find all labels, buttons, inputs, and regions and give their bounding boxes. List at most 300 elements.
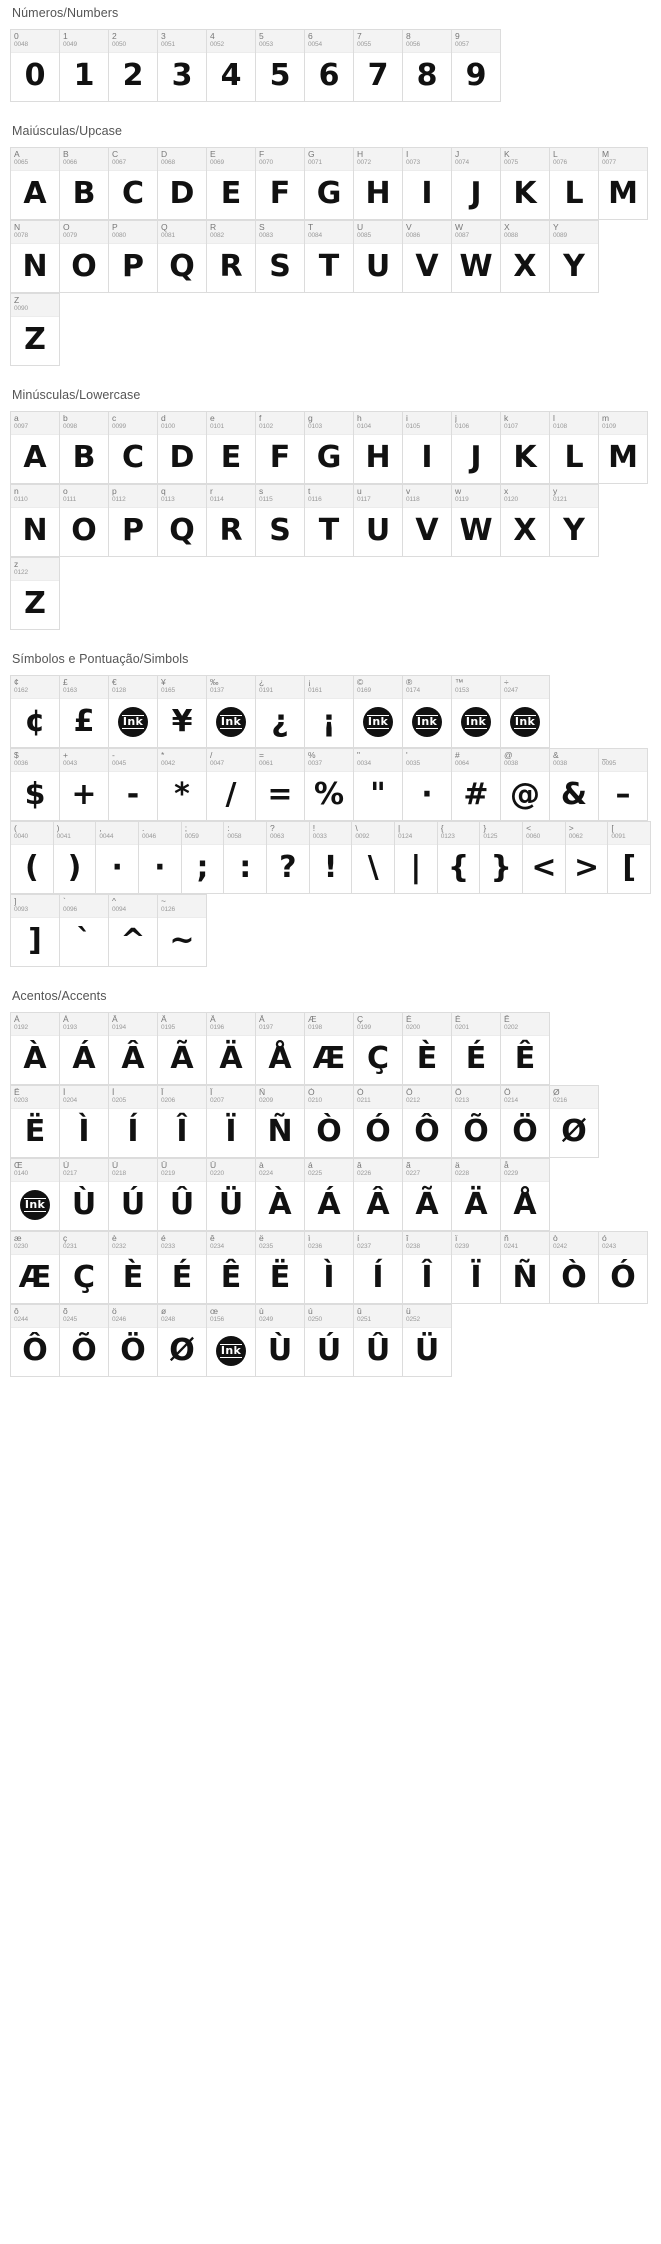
glyph-cell[interactable] xyxy=(11,1232,60,1304)
glyph-cell[interactable] xyxy=(452,1086,501,1158)
glyph-cell[interactable] xyxy=(305,1159,354,1231)
glyph-cell-header xyxy=(305,1305,353,1328)
glyph-cell[interactable] xyxy=(256,1159,305,1231)
glyph-char-label: õ xyxy=(63,1307,68,1316)
glyph-preview: Ï xyxy=(225,1114,237,1149)
glyph-cell[interactable] xyxy=(109,1305,158,1377)
glyph-cell[interactable] xyxy=(550,221,599,293)
glyph-cell[interactable] xyxy=(11,558,60,630)
glyph-char-label: í xyxy=(357,1234,360,1243)
glyph-cell-header xyxy=(452,749,500,772)
glyph-code-label: 0043 xyxy=(63,760,78,767)
glyph-code-label: 0153 xyxy=(455,687,470,694)
glyph-cell-header xyxy=(60,1013,108,1036)
section-title-accents: Acentos/Accents xyxy=(12,989,107,1003)
glyph-cell[interactable] xyxy=(354,30,403,102)
glyph-table-numbers xyxy=(10,29,651,102)
glyph-cell[interactable] xyxy=(599,1232,648,1304)
glyph-cell[interactable] xyxy=(60,221,109,293)
glyph-cell[interactable] xyxy=(158,30,207,102)
glyph-cell[interactable] xyxy=(60,30,109,102)
glyph-cell[interactable] xyxy=(224,822,267,894)
glyph-cell[interactable] xyxy=(501,1086,550,1158)
glyph-cell[interactable] xyxy=(60,412,109,484)
glyph-cell[interactable] xyxy=(403,30,452,102)
glyph-cell[interactable] xyxy=(109,895,158,967)
glyph-cell[interactable] xyxy=(158,1159,207,1231)
glyph-preview: Â xyxy=(121,1041,145,1076)
glyph-cell[interactable] xyxy=(256,485,305,557)
glyph-cell[interactable] xyxy=(566,822,609,894)
glyph-cell[interactable] xyxy=(60,676,109,748)
glyph-cell[interactable] xyxy=(54,822,97,894)
glyph-char-label: O xyxy=(63,223,70,232)
glyph-cell[interactable] xyxy=(305,221,354,293)
glyph-preview: Ø xyxy=(169,1333,195,1368)
glyph-cell[interactable] xyxy=(256,412,305,484)
glyph-char-label: 1 xyxy=(63,32,68,41)
glyph-cell[interactable] xyxy=(60,1232,109,1304)
glyph-cell[interactable] xyxy=(60,1159,109,1231)
glyph-cell-header xyxy=(256,676,304,699)
glyph-cell[interactable] xyxy=(354,1159,403,1231)
glyph-cell-header xyxy=(109,1159,157,1182)
glyph-cell[interactable] xyxy=(11,1013,60,1085)
glyph-cell[interactable] xyxy=(354,221,403,293)
glyph-cell[interactable] xyxy=(599,412,648,484)
glyph-cell[interactable] xyxy=(11,1305,60,1377)
glyph-cell[interactable] xyxy=(96,822,139,894)
glyph-cell[interactable] xyxy=(256,676,305,748)
glyph-cell-header xyxy=(452,1159,500,1182)
glyph-cell[interactable] xyxy=(158,1013,207,1085)
glyph-char-label: Q xyxy=(161,223,168,232)
glyph-cell[interactable] xyxy=(403,148,452,220)
glyph-cell-header xyxy=(11,1232,59,1255)
glyph-cell[interactable] xyxy=(11,895,60,967)
glyph-preview: Z xyxy=(24,586,46,621)
glyph-cell-header xyxy=(354,1305,402,1328)
glyph-cell[interactable] xyxy=(501,1232,550,1304)
glyph-code-label: 0063 xyxy=(270,833,285,840)
glyph-cell[interactable] xyxy=(452,1159,501,1231)
glyph-cell-header xyxy=(403,1232,451,1255)
glyph-cell[interactable] xyxy=(207,1013,256,1085)
glyph-cell[interactable] xyxy=(11,294,60,366)
glyph-cell-header xyxy=(207,30,255,53)
glyph-code-label: 0050 xyxy=(112,41,127,48)
glyph-cell[interactable] xyxy=(480,822,523,894)
glyph-cell[interactable] xyxy=(256,1013,305,1085)
glyph-cell[interactable] xyxy=(403,1159,452,1231)
glyph-cell[interactable] xyxy=(109,676,158,748)
glyph-preview: Å xyxy=(513,1187,537,1222)
glyph-code-label: 0238 xyxy=(406,1243,421,1250)
glyph-cell[interactable] xyxy=(109,412,158,484)
glyph-cell[interactable] xyxy=(310,822,353,894)
glyph-code-label: 0232 xyxy=(112,1243,127,1250)
glyph-cell[interactable] xyxy=(109,1159,158,1231)
glyph-cell-header xyxy=(608,822,650,845)
glyph-cell-header xyxy=(403,412,451,435)
glyph-cell[interactable] xyxy=(599,749,648,821)
glyph-cell[interactable] xyxy=(501,749,550,821)
glyph-cell[interactable] xyxy=(438,822,481,894)
glyph-cell[interactable] xyxy=(452,412,501,484)
glyph-preview: G xyxy=(316,440,342,475)
glyph-cell-header xyxy=(354,485,402,508)
glyph-code-label: 0090 xyxy=(14,305,29,312)
glyph-cell[interactable] xyxy=(11,412,60,484)
glyph-cell[interactable] xyxy=(60,749,109,821)
glyph-cell[interactable] xyxy=(550,1232,599,1304)
glyph-cell[interactable] xyxy=(60,1086,109,1158)
glyph-row xyxy=(10,1231,648,1304)
glyph-cell[interactable] xyxy=(109,749,158,821)
glyph-row xyxy=(10,147,648,220)
glyph-cell[interactable] xyxy=(182,822,225,894)
glyph-cell[interactable] xyxy=(354,485,403,557)
glyph-cell-header xyxy=(501,485,549,508)
glyph-cell[interactable] xyxy=(550,148,599,220)
glyph-cell[interactable] xyxy=(11,1159,60,1231)
glyph-cell[interactable] xyxy=(207,676,256,748)
glyph-char-label: < xyxy=(526,824,532,833)
glyph-cell[interactable] xyxy=(403,1305,452,1377)
glyph-preview: F xyxy=(269,440,291,475)
glyph-code-label: 0230 xyxy=(14,1243,29,1250)
glyph-code-label: 0075 xyxy=(504,159,519,166)
glyph-cell[interactable] xyxy=(256,148,305,220)
glyph-cell[interactable] xyxy=(109,1232,158,1304)
glyph-code-label: 0085 xyxy=(357,232,372,239)
glyph-preview: P xyxy=(122,249,144,284)
glyph-cell-header xyxy=(523,822,565,845)
glyph-cell[interactable] xyxy=(523,822,566,894)
glyph-cell[interactable] xyxy=(207,1086,256,1158)
glyph-cell[interactable] xyxy=(109,485,158,557)
glyph-preview: Ò xyxy=(316,1114,342,1149)
glyph-cell[interactable] xyxy=(608,822,651,894)
glyph-cell[interactable] xyxy=(352,822,395,894)
glyph-cell-header xyxy=(305,1086,353,1109)
glyph-cell[interactable] xyxy=(11,221,60,293)
glyph-preview: Õ xyxy=(71,1333,97,1368)
glyph-cell-header xyxy=(354,676,402,699)
glyph-preview: Y xyxy=(563,249,585,284)
glyph-cell-header xyxy=(11,30,59,53)
glyph-cell[interactable] xyxy=(452,221,501,293)
glyph-cell[interactable] xyxy=(207,749,256,821)
glyph-code-label: 0104 xyxy=(357,423,372,430)
glyph-preview: I xyxy=(421,176,433,211)
glyph-cell-header xyxy=(60,412,108,435)
glyph-preview: J xyxy=(470,176,482,211)
glyph-cell[interactable] xyxy=(550,1086,599,1158)
glyph-cell[interactable] xyxy=(207,1159,256,1231)
glyph-code-label: 0033 xyxy=(312,833,327,840)
glyph-char-label: ! xyxy=(312,824,316,833)
glyph-cell[interactable] xyxy=(403,1086,452,1158)
glyph-preview: ¥ xyxy=(171,704,193,739)
glyph-code-label: 0201 xyxy=(455,1024,470,1031)
glyph-cell[interactable] xyxy=(207,1232,256,1304)
glyph-cell[interactable] xyxy=(354,1232,403,1304)
glyph-cell[interactable] xyxy=(403,1013,452,1085)
glyph-preview: 2 xyxy=(122,58,144,93)
glyph-cell-header xyxy=(501,1013,549,1036)
glyph-code-label: 0224 xyxy=(259,1170,274,1177)
glyph-preview xyxy=(501,699,549,747)
glyph-cell[interactable] xyxy=(158,676,207,748)
section-title-symbols: Símbolos e Pontuação/Simbols xyxy=(12,652,189,666)
glyph-cell[interactable] xyxy=(305,676,354,748)
glyph-cell-header xyxy=(354,1159,402,1182)
glyph-char-label: Ú xyxy=(112,1161,119,1170)
glyph-code-label: 0047 xyxy=(210,760,225,767)
glyph-cell[interactable] xyxy=(452,148,501,220)
glyph-cell[interactable] xyxy=(207,1305,256,1377)
ink-roundel-icon: Ink xyxy=(363,707,393,737)
glyph-char-label: | xyxy=(398,824,401,833)
glyph-cell[interactable] xyxy=(109,1086,158,1158)
glyph-preview: O xyxy=(71,249,97,284)
glyph-cell[interactable] xyxy=(256,749,305,821)
glyph-cell[interactable] xyxy=(256,1232,305,1304)
glyph-char-label: w xyxy=(455,487,462,496)
glyph-cell[interactable] xyxy=(60,895,109,967)
glyph-cell[interactable] xyxy=(403,485,452,557)
glyph-cell[interactable] xyxy=(305,749,354,821)
glyph-preview: Â xyxy=(366,1187,390,1222)
glyph-char-label: L xyxy=(553,150,558,159)
glyph-code-label: 0080 xyxy=(112,232,127,239)
glyph-cell[interactable] xyxy=(207,30,256,102)
glyph-cell[interactable] xyxy=(403,1232,452,1304)
glyph-cell[interactable] xyxy=(501,412,550,484)
glyph-preview: D xyxy=(169,176,195,211)
glyph-preview: + xyxy=(71,777,97,812)
glyph-preview: 8 xyxy=(416,58,438,93)
glyph-code-label: 0046 xyxy=(142,833,157,840)
glyph-cell[interactable] xyxy=(452,1013,501,1085)
glyph-cell[interactable] xyxy=(60,1013,109,1085)
glyph-cell[interactable] xyxy=(452,485,501,557)
glyph-char-label: æ xyxy=(14,1234,22,1243)
glyph-cell[interactable] xyxy=(354,1305,403,1377)
glyph-cell[interactable] xyxy=(11,30,60,102)
glyph-code-label: 0194 xyxy=(112,1024,127,1031)
glyph-cell[interactable] xyxy=(354,749,403,821)
glyph-cell[interactable] xyxy=(158,221,207,293)
glyph-code-label: 0156 xyxy=(210,1316,225,1323)
glyph-cell[interactable] xyxy=(11,822,54,894)
glyph-cell[interactable] xyxy=(109,1013,158,1085)
glyph-char-label: P xyxy=(112,223,118,232)
glyph-cell[interactable] xyxy=(256,1086,305,1158)
glyph-row xyxy=(10,29,501,102)
glyph-cell[interactable] xyxy=(158,895,207,967)
glyph-char-label: Å xyxy=(259,1015,265,1024)
glyph-cell[interactable] xyxy=(256,221,305,293)
glyph-preview: * xyxy=(174,777,190,812)
glyph-cell[interactable] xyxy=(158,148,207,220)
glyph-preview: L xyxy=(564,440,584,475)
glyph-preview: 7 xyxy=(367,58,389,93)
ink-roundel-icon: Ink xyxy=(510,707,540,737)
glyph-cell[interactable] xyxy=(11,1086,60,1158)
glyph-cell[interactable] xyxy=(501,221,550,293)
glyph-cell[interactable] xyxy=(550,749,599,821)
glyph-cell[interactable] xyxy=(550,485,599,557)
glyph-cell[interactable] xyxy=(109,221,158,293)
glyph-code-label: 0225 xyxy=(308,1170,323,1177)
glyph-char-label: ] xyxy=(14,897,17,906)
glyph-cell[interactable] xyxy=(452,676,501,748)
glyph-code-label: 0064 xyxy=(455,760,470,767)
glyph-cell[interactable] xyxy=(501,485,550,557)
glyph-code-label: 0198 xyxy=(308,1024,323,1031)
glyph-cell[interactable] xyxy=(139,822,182,894)
glyph-preview: Ö xyxy=(512,1114,538,1149)
glyph-cell[interactable] xyxy=(256,30,305,102)
glyph-code-label: 0084 xyxy=(308,232,323,239)
glyph-char-label: B xyxy=(63,150,69,159)
glyph-preview: X xyxy=(513,513,537,548)
glyph-cell[interactable] xyxy=(60,148,109,220)
glyph-cell-header xyxy=(256,1232,304,1255)
glyph-cell[interactable] xyxy=(11,676,60,748)
glyph-cell[interactable] xyxy=(452,749,501,821)
glyph-preview: \ xyxy=(367,850,379,885)
glyph-cell[interactable] xyxy=(305,1013,354,1085)
glyph-cell[interactable] xyxy=(207,485,256,557)
glyph-cell[interactable] xyxy=(395,822,438,894)
glyph-cell-header xyxy=(438,822,480,845)
glyph-char-label: © xyxy=(357,678,364,687)
glyph-cell[interactable] xyxy=(60,485,109,557)
glyph-cell[interactable] xyxy=(11,485,60,557)
glyph-cell-header xyxy=(11,822,53,845)
glyph-cell[interactable] xyxy=(305,30,354,102)
glyph-code-label: 0245 xyxy=(63,1316,78,1323)
glyph-cell[interactable] xyxy=(305,485,354,557)
glyph-cell[interactable] xyxy=(11,749,60,821)
glyph-cell[interactable] xyxy=(207,412,256,484)
glyph-preview: È xyxy=(122,1260,144,1295)
glyph-char-label: h xyxy=(357,414,362,423)
glyph-cell[interactable] xyxy=(305,412,354,484)
glyph-code-label: 0197 xyxy=(259,1024,274,1031)
glyph-cell[interactable] xyxy=(354,148,403,220)
glyph-preview: ¡ xyxy=(322,704,336,739)
glyph-char-label: I xyxy=(406,150,409,159)
glyph-cell[interactable] xyxy=(354,676,403,748)
glyph-cell[interactable] xyxy=(207,148,256,220)
glyph-code-label: 0035 xyxy=(406,760,421,767)
glyph-preview: Ê xyxy=(220,1260,242,1295)
glyph-code-label: 0093 xyxy=(14,906,29,913)
glyph-preview: · xyxy=(111,850,123,885)
glyph-preview: Ä xyxy=(464,1187,488,1222)
glyph-cell[interactable] xyxy=(11,148,60,220)
glyph-cell[interactable] xyxy=(599,148,648,220)
glyph-cell[interactable] xyxy=(158,749,207,821)
glyph-cell[interactable] xyxy=(354,1086,403,1158)
glyph-cell[interactable] xyxy=(501,148,550,220)
glyph-preview xyxy=(354,699,402,747)
glyph-char-label: É xyxy=(455,1015,461,1024)
glyph-cell-header xyxy=(305,221,353,244)
glyph-code-label: 0205 xyxy=(112,1097,127,1104)
glyph-cell[interactable] xyxy=(452,30,501,102)
glyph-code-label: 0058 xyxy=(227,833,242,840)
glyph-preview: Æ xyxy=(18,1260,52,1295)
glyph-char-label: ò xyxy=(553,1234,558,1243)
glyph-cell[interactable] xyxy=(256,1305,305,1377)
glyph-cell[interactable] xyxy=(354,412,403,484)
glyph-code-label: 0125 xyxy=(483,833,498,840)
glyph-cell[interactable] xyxy=(207,221,256,293)
glyph-char-label: Ñ xyxy=(259,1088,266,1097)
glyph-cell[interactable] xyxy=(501,1159,550,1231)
glyph-char-label: Ç xyxy=(357,1015,364,1024)
glyph-cell[interactable] xyxy=(354,1013,403,1085)
ink-roundel-icon: Ink xyxy=(216,707,246,737)
glyph-cell[interactable] xyxy=(158,1305,207,1377)
glyph-cell[interactable] xyxy=(158,1232,207,1304)
glyph-cell-header xyxy=(550,1086,598,1109)
glyph-cell-header xyxy=(11,558,59,581)
glyph-cell[interactable] xyxy=(403,221,452,293)
glyph-cell[interactable] xyxy=(550,412,599,484)
glyph-code-label: 0161 xyxy=(308,687,323,694)
glyph-cell[interactable] xyxy=(109,148,158,220)
glyph-cell[interactable] xyxy=(109,30,158,102)
glyph-char-label: ó xyxy=(602,1234,607,1243)
glyph-cell[interactable] xyxy=(305,1305,354,1377)
glyph-cell[interactable] xyxy=(501,1013,550,1085)
glyph-cell[interactable] xyxy=(60,1305,109,1377)
glyph-cell[interactable] xyxy=(452,1232,501,1304)
glyph-cell[interactable] xyxy=(158,412,207,484)
glyph-char-label: ® xyxy=(406,678,413,687)
glyph-cell-header xyxy=(256,485,304,508)
glyph-cell[interactable] xyxy=(403,749,452,821)
glyph-cell[interactable] xyxy=(158,1086,207,1158)
glyph-preview: 0 xyxy=(24,58,46,93)
glyph-row xyxy=(10,1085,599,1158)
glyph-cell[interactable] xyxy=(501,676,550,748)
glyph-preview: Ú xyxy=(316,1333,342,1368)
glyph-char-label: T xyxy=(308,223,314,232)
glyph-cell-header xyxy=(452,1086,500,1109)
glyph-cell[interactable] xyxy=(403,412,452,484)
glyph-cell[interactable] xyxy=(403,676,452,748)
glyph-char-label: & xyxy=(553,751,559,760)
glyph-cell[interactable] xyxy=(305,1232,354,1304)
glyph-cell[interactable] xyxy=(267,822,310,894)
glyph-code-label: 0042 xyxy=(161,760,176,767)
glyph-code-label: 0117 xyxy=(357,496,371,503)
glyph-code-label: 0239 xyxy=(455,1243,470,1250)
glyph-char-label: Ë xyxy=(14,1088,20,1097)
glyph-cell[interactable] xyxy=(305,148,354,220)
glyph-cell[interactable] xyxy=(158,485,207,557)
glyph-cell-header xyxy=(60,895,108,918)
glyph-preview: ¢ xyxy=(24,704,46,739)
glyph-cell[interactable] xyxy=(305,1086,354,1158)
